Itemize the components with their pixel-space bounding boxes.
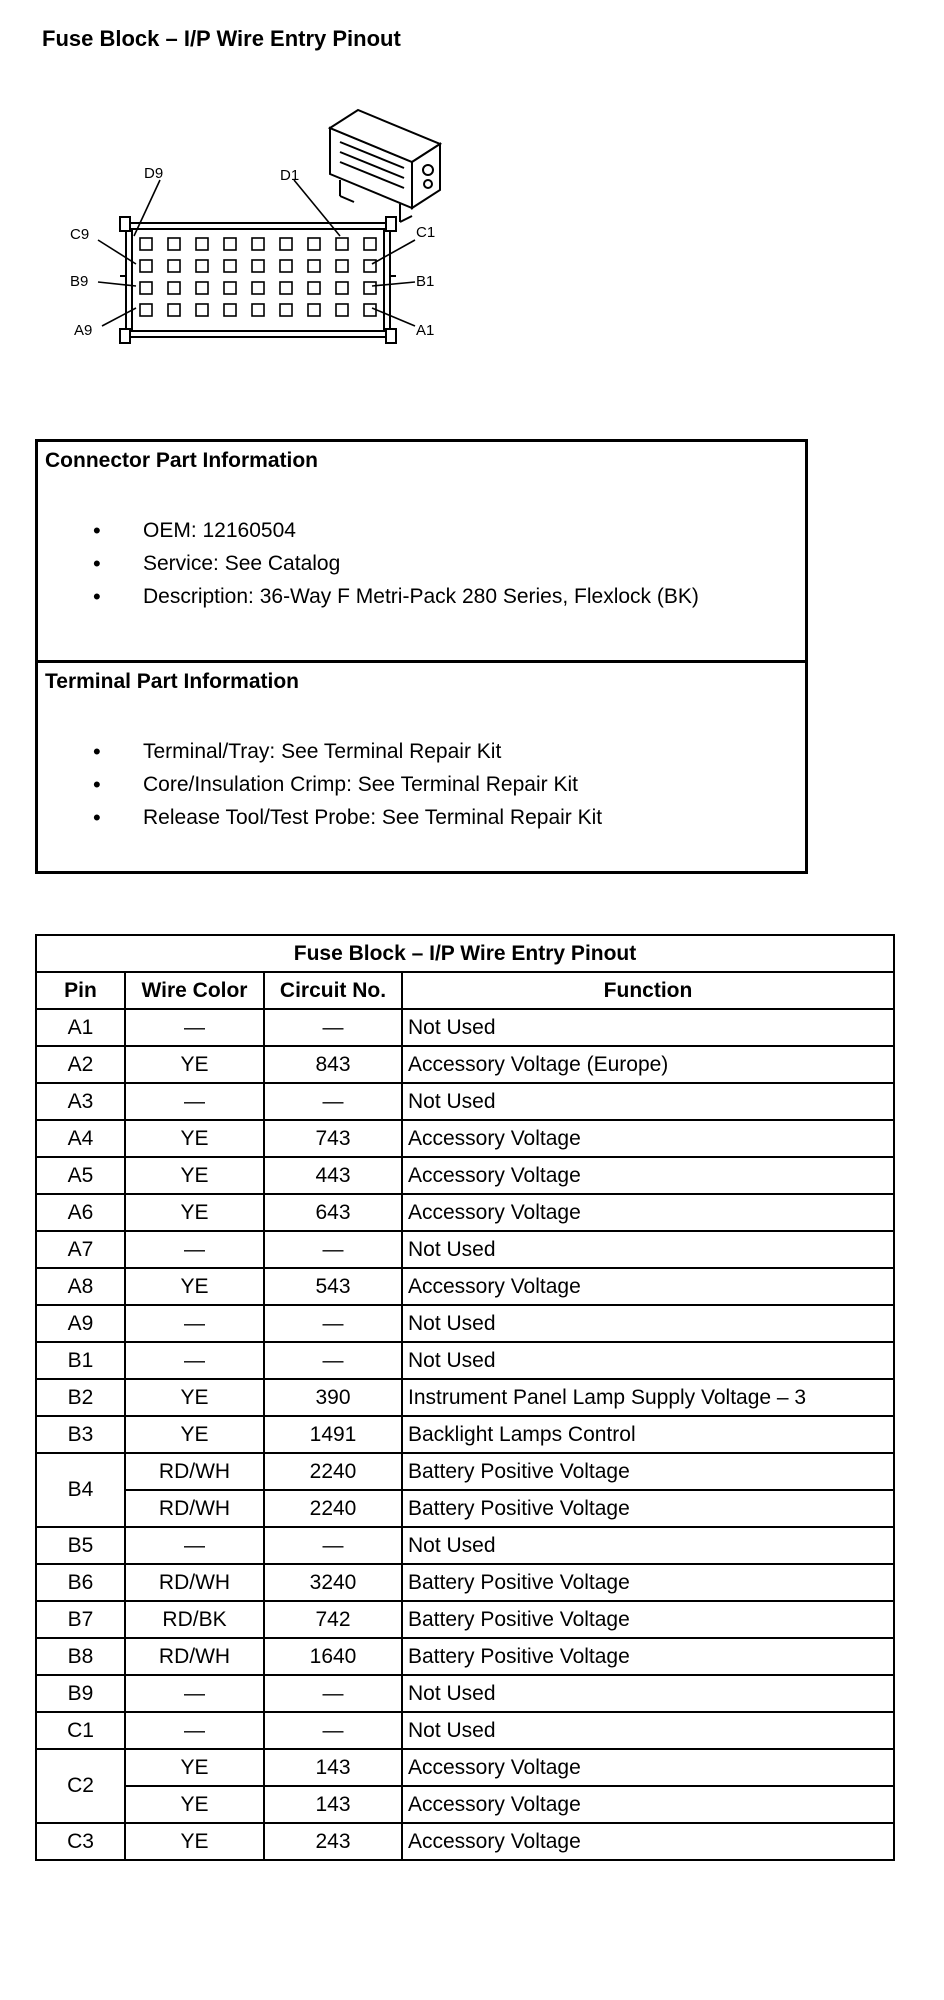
circuit-cell: 3240	[264, 1564, 402, 1601]
table-title: Fuse Block – I/P Wire Entry Pinout	[36, 935, 894, 972]
pin-cell: A7	[36, 1231, 125, 1268]
connector-3d-icon	[330, 110, 440, 222]
header-function: Function	[402, 972, 894, 1009]
function-cell: Accessory Voltage	[402, 1194, 894, 1231]
function-cell: Accessory Voltage (Europe)	[402, 1046, 894, 1083]
table-row	[36, 1564, 894, 1601]
pin-cavity	[280, 260, 292, 272]
table-row	[36, 1749, 894, 1786]
wire-color-cell: YE	[125, 1823, 264, 1860]
table-row	[36, 1416, 894, 1453]
pin-cavity	[140, 260, 152, 272]
header-circuit-no: Circuit No.	[264, 972, 402, 1009]
wire-color-cell: —	[125, 1675, 264, 1712]
label-b9: B9	[70, 273, 89, 290]
circuit-cell: 743	[264, 1120, 402, 1157]
pin-cavity	[252, 304, 264, 316]
pin-cavity	[364, 238, 376, 250]
label-b1: B1	[416, 273, 435, 290]
pin-cavity	[336, 282, 348, 294]
table-row	[36, 1046, 894, 1083]
pin-cavity	[168, 238, 180, 250]
pin-cell: C1	[36, 1712, 125, 1749]
connector-part-heading: Connector Part Information	[45, 449, 319, 472]
list-item: • Description: 36-Way F Metri-Pack 280 Series, Flexlock (BK)	[38, 580, 699, 613]
table-row	[36, 1009, 894, 1046]
label-d9: D9	[144, 165, 164, 182]
label-d1: D1	[280, 167, 300, 184]
table-row	[36, 1453, 894, 1490]
pin-cavity	[364, 282, 376, 294]
circuit-cell: —	[264, 1083, 402, 1120]
pin-cavity	[196, 260, 208, 272]
table-row	[36, 1786, 894, 1823]
pin-cavity	[308, 304, 320, 316]
table-row	[36, 1675, 894, 1712]
connector-part-list	[38, 514, 699, 613]
pin-cavity	[280, 304, 292, 316]
table-row	[36, 1638, 894, 1675]
circuit-cell: 1640	[264, 1638, 402, 1675]
pin-cell: A3	[36, 1083, 125, 1120]
table-row	[36, 1157, 894, 1194]
pin-cavity	[140, 238, 152, 250]
wire-color-cell: —	[125, 1009, 264, 1046]
wire-color-cell: YE	[125, 1379, 264, 1416]
circuit-cell: —	[264, 1675, 402, 1712]
list-item: • Core/Insulation Crimp: See Terminal Repair Kit	[38, 768, 602, 801]
label-c9: C9	[70, 226, 90, 243]
table-row	[36, 1268, 894, 1305]
circuit-cell: —	[264, 1342, 402, 1379]
wire-color-cell: YE	[125, 1120, 264, 1157]
header-wire-color: Wire Color	[125, 972, 264, 1009]
list-item: • OEM: 12160504	[38, 514, 699, 547]
table-row	[36, 1305, 894, 1342]
table-row	[36, 1823, 894, 1860]
label-a9: A9	[74, 322, 93, 339]
wire-color-cell: —	[125, 1342, 264, 1379]
pin-cell: A9	[36, 1305, 125, 1342]
function-cell: Battery Positive Voltage	[402, 1490, 894, 1527]
pin-cavity	[308, 282, 320, 294]
pin-cell: B3	[36, 1416, 125, 1453]
part-info-box	[35, 439, 808, 874]
pin-cavity	[196, 238, 208, 250]
wire-color-cell: YE	[125, 1416, 264, 1453]
function-cell: Not Used	[402, 1675, 894, 1712]
pin-cell: B9	[36, 1675, 125, 1712]
list-item: • Release Tool/Test Probe: See Terminal Repair Kit	[38, 801, 602, 834]
wire-color-cell: RD/BK	[125, 1601, 264, 1638]
table-row	[36, 1490, 894, 1527]
terminal-part-list	[38, 735, 602, 834]
wire-color-cell: YE	[125, 1749, 264, 1786]
circuit-cell: 843	[264, 1046, 402, 1083]
wire-color-cell: YE	[125, 1157, 264, 1194]
pin-cavity	[196, 282, 208, 294]
pin-cavity	[140, 282, 152, 294]
terminal-part-heading: Terminal Part Information	[45, 670, 299, 693]
pin-cavity	[308, 260, 320, 272]
circuit-cell: —	[264, 1231, 402, 1268]
function-cell: Backlight Lamps Control	[402, 1416, 894, 1453]
pin-cell: B1	[36, 1342, 125, 1379]
function-cell: Instrument Panel Lamp Supply Voltage – 3	[402, 1379, 894, 1416]
circuit-cell: —	[264, 1712, 402, 1749]
pin-cell: C2	[36, 1749, 125, 1823]
pin-cavity	[252, 282, 264, 294]
circuit-cell: 2240	[264, 1453, 402, 1490]
function-cell: Accessory Voltage	[402, 1157, 894, 1194]
header-pin: Pin	[36, 972, 125, 1009]
pin-cell: A8	[36, 1268, 125, 1305]
circuit-cell: 143	[264, 1786, 402, 1823]
pin-cell: A5	[36, 1157, 125, 1194]
table-row	[36, 1083, 894, 1120]
function-cell: Not Used	[402, 1305, 894, 1342]
circuit-cell: 543	[264, 1268, 402, 1305]
function-cell: Battery Positive Voltage	[402, 1601, 894, 1638]
table-row	[36, 1601, 894, 1638]
pin-cell: B7	[36, 1601, 125, 1638]
pin-cavity	[280, 238, 292, 250]
pin-cavity	[336, 260, 348, 272]
pin-cell: B6	[36, 1564, 125, 1601]
wire-color-cell: RD/WH	[125, 1564, 264, 1601]
wire-color-cell: —	[125, 1083, 264, 1120]
pin-cell: B8	[36, 1638, 125, 1675]
pin-cavity	[168, 304, 180, 316]
connector-diagram	[40, 100, 480, 370]
function-cell: Accessory Voltage	[402, 1786, 894, 1823]
pinout-table	[35, 934, 895, 1861]
circuit-cell: —	[264, 1009, 402, 1046]
pin-cavity	[308, 238, 320, 250]
terminal-part-section	[38, 660, 805, 871]
function-cell: Accessory Voltage	[402, 1268, 894, 1305]
pin-grid	[140, 238, 376, 316]
function-cell: Accessory Voltage	[402, 1120, 894, 1157]
pin-cavity	[336, 304, 348, 316]
table-row	[36, 1194, 894, 1231]
circuit-cell: 2240	[264, 1490, 402, 1527]
table-row	[36, 1120, 894, 1157]
circuit-cell: —	[264, 1527, 402, 1564]
list-item: • Service: See Catalog	[38, 547, 699, 580]
function-cell: Accessory Voltage	[402, 1749, 894, 1786]
function-cell: Not Used	[402, 1712, 894, 1749]
wire-color-cell: —	[125, 1527, 264, 1564]
table-row	[36, 1231, 894, 1268]
pin-cavity	[336, 238, 348, 250]
function-cell: Not Used	[402, 1083, 894, 1120]
function-cell: Not Used	[402, 1342, 894, 1379]
pin-cavity	[168, 260, 180, 272]
wire-color-cell: —	[125, 1305, 264, 1342]
pin-cell: C3	[36, 1823, 125, 1860]
function-cell: Not Used	[402, 1009, 894, 1046]
table-row	[36, 1379, 894, 1416]
circuit-cell: 243	[264, 1823, 402, 1860]
circuit-cell: 390	[264, 1379, 402, 1416]
pin-cavity	[140, 304, 152, 316]
pin-cell: A1	[36, 1009, 125, 1046]
pin-cell: A6	[36, 1194, 125, 1231]
function-cell: Battery Positive Voltage	[402, 1453, 894, 1490]
pin-cell: A2	[36, 1046, 125, 1083]
pin-cavity	[280, 282, 292, 294]
pin-cavity	[364, 260, 376, 272]
circuit-cell: 143	[264, 1749, 402, 1786]
function-cell: Not Used	[402, 1231, 894, 1268]
function-cell: Not Used	[402, 1527, 894, 1564]
circuit-cell: 742	[264, 1601, 402, 1638]
table-row	[36, 1712, 894, 1749]
function-cell: Accessory Voltage	[402, 1823, 894, 1860]
pin-cell: B2	[36, 1379, 125, 1416]
pin-cell: B4	[36, 1453, 125, 1527]
table-header-row	[36, 972, 894, 1009]
wire-color-cell: RD/WH	[125, 1453, 264, 1490]
pin-cavity	[252, 260, 264, 272]
pin-cavity	[224, 304, 236, 316]
wire-color-cell: YE	[125, 1194, 264, 1231]
list-item: • Terminal/Tray: See Terminal Repair Kit	[38, 735, 602, 768]
circuit-cell: 1491	[264, 1416, 402, 1453]
pin-cavity	[224, 238, 236, 250]
wire-color-cell: YE	[125, 1268, 264, 1305]
wire-color-cell: YE	[125, 1786, 264, 1823]
pin-cavity	[252, 238, 264, 250]
pin-cavity	[224, 282, 236, 294]
circuit-cell: 443	[264, 1157, 402, 1194]
pin-cavity	[224, 260, 236, 272]
circuit-cell: 643	[264, 1194, 402, 1231]
wire-color-cell: —	[125, 1712, 264, 1749]
function-cell: Battery Positive Voltage	[402, 1564, 894, 1601]
label-a1: A1	[416, 322, 435, 339]
label-c1: C1	[416, 224, 436, 241]
pin-cell: A4	[36, 1120, 125, 1157]
page-title: Fuse Block – I/P Wire Entry Pinout	[42, 26, 401, 51]
connector-body	[120, 217, 396, 343]
circuit-cell: —	[264, 1305, 402, 1342]
table-row	[36, 1342, 894, 1379]
wire-color-cell: YE	[125, 1046, 264, 1083]
connector-part-section	[38, 442, 805, 660]
wire-color-cell: RD/WH	[125, 1490, 264, 1527]
table-row	[36, 1527, 894, 1564]
wire-color-cell: —	[125, 1231, 264, 1268]
pin-cavity	[168, 282, 180, 294]
pin-cavity	[196, 304, 208, 316]
pin-cell: B5	[36, 1527, 125, 1564]
function-cell: Battery Positive Voltage	[402, 1638, 894, 1675]
pin-cavity	[364, 304, 376, 316]
wire-color-cell: RD/WH	[125, 1638, 264, 1675]
